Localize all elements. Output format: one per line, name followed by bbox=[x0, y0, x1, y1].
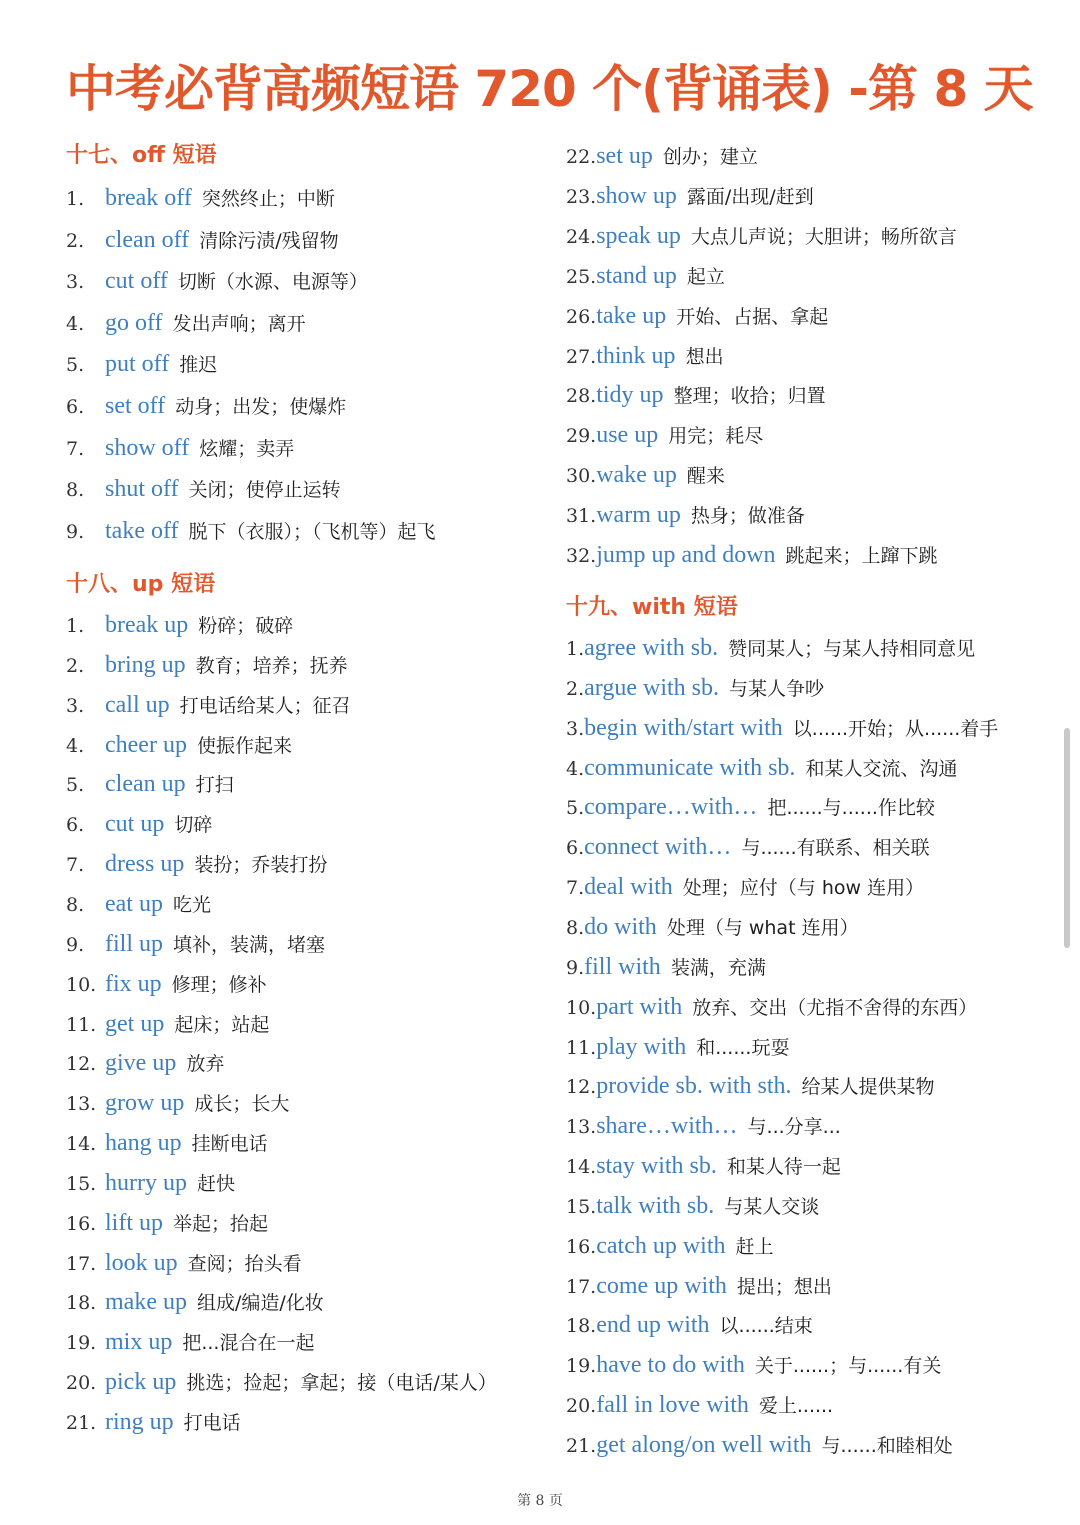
entry-number: 6. bbox=[66, 396, 85, 418]
chinese-meaning: 教育；培养；抚养 bbox=[195, 654, 348, 677]
english-phrase: take up bbox=[596, 302, 667, 329]
chinese-meaning: 清除污渍/残留物 bbox=[199, 229, 339, 252]
chinese-meaning: 创办；建立 bbox=[662, 146, 758, 168]
chinese-meaning: 成长；长大 bbox=[194, 1093, 290, 1116]
entry-number: 4. bbox=[566, 757, 585, 780]
section-heading-off: 十七、off 短语 bbox=[66, 143, 217, 168]
chinese-meaning: 把......与......作比较 bbox=[767, 797, 935, 820]
english-phrase: break off bbox=[105, 185, 192, 211]
chinese-meaning: 赞同某人；与某人持相同意见 bbox=[728, 638, 976, 660]
phrase-entry bbox=[66, 390, 346, 422]
phrase-entry bbox=[566, 340, 724, 372]
entry-number: 9. bbox=[566, 956, 585, 979]
chinese-meaning: 动身；出发；使爆炸 bbox=[175, 396, 347, 418]
entry-number: 20. bbox=[566, 1395, 597, 1418]
entry-number: 6. bbox=[566, 837, 585, 860]
chinese-meaning: 起立 bbox=[686, 265, 725, 288]
chinese-meaning: 大点儿声说；大胆讲；畅所欲言 bbox=[690, 225, 957, 248]
chinese-meaning: 关闭；使停止运转 bbox=[188, 479, 341, 502]
english-phrase: hurry up bbox=[105, 1169, 187, 1196]
section-heading-with: 十九、with 短语 bbox=[566, 595, 738, 620]
phrase-entry bbox=[566, 140, 758, 172]
chinese-meaning: 举起；抬起 bbox=[173, 1212, 269, 1235]
phrase-entry bbox=[566, 539, 938, 571]
english-phrase: begin with/start with bbox=[584, 714, 783, 741]
entry-number: 32. bbox=[566, 545, 597, 567]
chinese-meaning: 粉碎；破碎 bbox=[198, 615, 294, 637]
entry-number: 15. bbox=[566, 1195, 597, 1218]
page-title: 中考必背高频短语 720 个(背诵表) -第 8 天 bbox=[66, 60, 1033, 118]
english-phrase: ring up bbox=[105, 1409, 174, 1435]
english-phrase: break up bbox=[105, 612, 189, 638]
english-phrase: jump up and down bbox=[596, 542, 776, 568]
chinese-meaning: 热身；做准备 bbox=[690, 505, 805, 528]
entry-number: 12. bbox=[66, 1053, 97, 1076]
phrase-entry bbox=[566, 672, 824, 704]
english-phrase: dress up bbox=[105, 851, 185, 878]
phrase-entry bbox=[66, 473, 341, 505]
english-phrase: cut off bbox=[105, 268, 168, 295]
english-phrase: agree with sb. bbox=[584, 635, 719, 661]
phrase-entry bbox=[66, 307, 306, 339]
english-phrase: bring up bbox=[105, 651, 186, 678]
english-phrase: end up with bbox=[596, 1312, 710, 1339]
entry-number: 14. bbox=[566, 1156, 597, 1179]
phrase-entry bbox=[66, 515, 436, 547]
english-phrase: grow up bbox=[105, 1090, 185, 1117]
english-phrase: argue with sb. bbox=[584, 674, 720, 701]
english-phrase: call up bbox=[105, 691, 170, 718]
english-phrase: lift up bbox=[105, 1209, 163, 1236]
english-phrase: share…with… bbox=[596, 1113, 738, 1140]
phrase-entry bbox=[66, 1047, 224, 1079]
chinese-meaning: 与某人争吵 bbox=[729, 677, 825, 700]
english-phrase: go off bbox=[105, 309, 163, 336]
phrase-entry bbox=[566, 712, 998, 744]
entry-number: 30. bbox=[566, 465, 597, 488]
phrase-entry bbox=[566, 951, 766, 983]
english-phrase: wake up bbox=[596, 462, 677, 489]
chinese-meaning: 赶快 bbox=[196, 1172, 235, 1195]
chinese-meaning: 露面/出现/赶到 bbox=[686, 185, 814, 208]
phrase-entry bbox=[66, 1406, 241, 1438]
english-phrase: do with bbox=[584, 913, 657, 940]
chinese-meaning: 打电话给某人；征召 bbox=[179, 694, 351, 717]
chinese-meaning: 跳起来；上蹿下跳 bbox=[785, 545, 938, 567]
phrase-entry bbox=[66, 432, 294, 464]
chinese-meaning: 处理；应付（与 how 连用） bbox=[682, 877, 925, 900]
phrase-entry bbox=[66, 649, 348, 681]
phrase-entry bbox=[566, 459, 725, 491]
english-phrase: take off bbox=[105, 517, 179, 544]
phrase-entry bbox=[66, 1326, 314, 1358]
entry-number: 16. bbox=[566, 1235, 597, 1258]
entry-number: 7. bbox=[66, 854, 85, 877]
entry-number: 13. bbox=[566, 1116, 597, 1139]
chinese-meaning: 打电话 bbox=[183, 1412, 241, 1434]
entry-number: 23. bbox=[566, 185, 597, 208]
english-phrase: communicate with sb. bbox=[584, 754, 796, 781]
phrase-entry bbox=[566, 871, 924, 903]
chinese-meaning: 查阅；抬头看 bbox=[187, 1252, 302, 1275]
english-phrase: fix up bbox=[105, 970, 162, 997]
entry-number: 2. bbox=[566, 677, 585, 700]
phrase-entry bbox=[566, 1309, 813, 1341]
phrase-entry bbox=[66, 888, 211, 920]
chinese-meaning: 整理；收拾；归置 bbox=[673, 385, 826, 408]
phrase-entry bbox=[66, 848, 327, 880]
chinese-meaning: 与...分享... bbox=[747, 1116, 841, 1139]
phrase-entry bbox=[566, 752, 957, 784]
phrase-entry bbox=[66, 808, 212, 840]
chinese-meaning: 关于......；与......有关 bbox=[754, 1355, 942, 1378]
entry-number: 26. bbox=[566, 305, 597, 328]
chinese-meaning: 赶上 bbox=[735, 1235, 774, 1258]
entry-number: 20. bbox=[66, 1372, 97, 1395]
phrase-entry bbox=[566, 1389, 833, 1421]
phrase-entry bbox=[566, 180, 814, 212]
entry-number: 9. bbox=[66, 520, 85, 543]
page-number: 第 8 页 bbox=[517, 1493, 563, 1509]
entry-number: 29. bbox=[566, 425, 597, 448]
entry-number: 11. bbox=[66, 1013, 97, 1036]
entry-number: 12. bbox=[566, 1076, 597, 1099]
chinese-meaning: 突然终止；中断 bbox=[201, 188, 335, 210]
phrase-entry bbox=[66, 1247, 302, 1279]
entry-number: 4. bbox=[66, 734, 85, 757]
english-phrase: clean off bbox=[105, 226, 190, 253]
phrase-entry bbox=[566, 1429, 953, 1461]
phrase-entry bbox=[566, 220, 957, 252]
english-phrase: have to do with bbox=[596, 1352, 745, 1379]
chinese-meaning: 装扮；乔装打扮 bbox=[194, 854, 328, 877]
phrase-entry bbox=[566, 632, 975, 664]
chinese-meaning: 以......结束 bbox=[719, 1315, 813, 1338]
entry-number: 14. bbox=[66, 1133, 97, 1156]
english-phrase: set up bbox=[596, 143, 653, 169]
entry-number: 5. bbox=[66, 774, 85, 797]
chinese-meaning: 使振作起来 bbox=[196, 734, 292, 757]
english-phrase: cut up bbox=[105, 811, 165, 838]
english-phrase: deal with bbox=[584, 874, 673, 901]
chinese-meaning: 放弃 bbox=[186, 1053, 225, 1076]
entry-number: 18. bbox=[66, 1292, 97, 1315]
entry-number: 18. bbox=[566, 1315, 597, 1338]
scrollbar[interactable] bbox=[1064, 728, 1070, 948]
english-phrase: fill with bbox=[584, 953, 661, 980]
english-phrase: look up bbox=[105, 1249, 178, 1276]
english-phrase: come up with bbox=[596, 1272, 727, 1299]
phrase-entry bbox=[566, 1230, 774, 1262]
entry-number: 8. bbox=[566, 916, 585, 939]
english-phrase: shut off bbox=[105, 476, 179, 503]
entry-number: 8. bbox=[66, 893, 85, 916]
entry-number: 8. bbox=[66, 479, 85, 502]
chinese-meaning: 挂断电话 bbox=[191, 1133, 268, 1156]
english-phrase: talk with sb. bbox=[596, 1192, 715, 1219]
entry-number: 21. bbox=[566, 1435, 597, 1457]
phrase-entry bbox=[566, 419, 763, 451]
phrase-entry bbox=[566, 260, 725, 292]
entry-number: 11. bbox=[566, 1036, 597, 1059]
entry-number: 28. bbox=[566, 385, 597, 408]
phrase-entry bbox=[66, 265, 368, 297]
phrase-entry bbox=[566, 1150, 841, 1182]
entry-number: 17. bbox=[66, 1252, 97, 1275]
phrase-entry bbox=[66, 1286, 324, 1318]
chinese-meaning: 组成/编造/化妆 bbox=[196, 1292, 324, 1315]
english-phrase: set off bbox=[105, 393, 166, 419]
chinese-meaning: 切碎 bbox=[174, 814, 213, 837]
phrase-entry bbox=[566, 1110, 841, 1142]
chinese-meaning: 与......和睦相处 bbox=[821, 1435, 953, 1457]
phrase-entry bbox=[66, 968, 267, 1000]
phrase-entry bbox=[566, 791, 935, 823]
chinese-meaning: 脱下（衣服）；（飞机等）起飞 bbox=[188, 520, 436, 543]
chinese-meaning: 处理（与 what 连用） bbox=[666, 916, 859, 939]
phrase-entry bbox=[66, 1207, 268, 1239]
entry-number: 1. bbox=[66, 615, 85, 637]
phrase-entry bbox=[66, 1366, 497, 1398]
entry-number: 19. bbox=[66, 1332, 97, 1355]
entry-number: 3. bbox=[66, 694, 85, 717]
phrase-entry bbox=[66, 768, 234, 800]
chinese-meaning: 爱上...... bbox=[758, 1395, 834, 1418]
english-phrase: fall in love with bbox=[596, 1392, 749, 1419]
english-phrase: mix up bbox=[105, 1329, 173, 1356]
chinese-meaning: 把...混合在一起 bbox=[182, 1332, 315, 1355]
chinese-meaning: 提出；想出 bbox=[736, 1275, 832, 1298]
chinese-meaning: 挑选；捡起；拿起；接（电话/某人） bbox=[186, 1372, 497, 1395]
entry-number: 5. bbox=[66, 354, 85, 377]
entry-number: 24. bbox=[566, 225, 597, 248]
phrase-entry bbox=[66, 1167, 235, 1199]
english-phrase: stay with sb. bbox=[596, 1153, 717, 1180]
chinese-meaning: 与某人交谈 bbox=[724, 1195, 820, 1218]
chinese-meaning: 填补，装满，堵塞 bbox=[173, 933, 326, 956]
entry-number: 19. bbox=[566, 1355, 597, 1378]
english-phrase: put off bbox=[105, 351, 170, 378]
entry-number: 9. bbox=[66, 933, 85, 956]
entry-number: 22. bbox=[566, 146, 597, 168]
english-phrase: speak up bbox=[596, 222, 681, 249]
phrase-entry bbox=[66, 928, 325, 960]
english-phrase: show off bbox=[105, 434, 190, 461]
entry-number: 27. bbox=[566, 345, 597, 368]
english-phrase: connect with… bbox=[584, 834, 732, 861]
english-phrase: make up bbox=[105, 1289, 187, 1316]
entry-number: 3. bbox=[66, 271, 85, 294]
phrase-entry bbox=[566, 499, 805, 531]
chinese-meaning: 修理；修补 bbox=[171, 973, 267, 996]
chinese-meaning: 装满，充满 bbox=[670, 956, 766, 979]
entry-number: 17. bbox=[566, 1275, 597, 1298]
chinese-meaning: 推迟 bbox=[179, 354, 218, 377]
english-phrase: fill up bbox=[105, 930, 163, 957]
entry-number: 7. bbox=[566, 877, 585, 900]
english-phrase: tidy up bbox=[596, 382, 664, 409]
english-phrase: give up bbox=[105, 1050, 177, 1077]
chinese-meaning: 和某人交流、沟通 bbox=[805, 757, 958, 780]
chinese-meaning: 和某人待一起 bbox=[726, 1156, 841, 1179]
english-phrase: warm up bbox=[596, 502, 681, 529]
phrase-entry bbox=[566, 831, 930, 863]
entry-number: 13. bbox=[66, 1093, 97, 1116]
english-phrase: pick up bbox=[105, 1369, 177, 1396]
english-phrase: stand up bbox=[596, 262, 677, 289]
phrase-entry bbox=[566, 300, 828, 332]
english-phrase: get up bbox=[105, 1010, 165, 1037]
chinese-meaning: 与......有联系、相关联 bbox=[741, 837, 930, 860]
chinese-meaning: 用完；耗尽 bbox=[668, 425, 764, 448]
phrase-entry bbox=[66, 689, 351, 721]
english-phrase: part with bbox=[596, 993, 683, 1020]
entry-number: 3. bbox=[566, 717, 585, 740]
entry-number: 10. bbox=[66, 973, 97, 996]
english-phrase: hang up bbox=[105, 1130, 182, 1157]
phrase-entry bbox=[566, 379, 826, 411]
english-phrase: use up bbox=[596, 422, 659, 449]
entry-number: 5. bbox=[566, 797, 585, 820]
phrase-entry bbox=[66, 729, 292, 761]
chinese-meaning: 醒来 bbox=[686, 465, 725, 488]
chinese-meaning: 放弃、交出（尤指不舍得的东西） bbox=[692, 996, 978, 1019]
entry-number: 16. bbox=[66, 1212, 97, 1235]
entry-number: 1. bbox=[566, 638, 585, 660]
english-phrase: play with bbox=[596, 1033, 687, 1060]
phrase-entry bbox=[66, 1008, 269, 1040]
entry-number: 31. bbox=[566, 505, 597, 528]
chinese-meaning: 以......开始；从......着手 bbox=[792, 717, 999, 740]
english-phrase: eat up bbox=[105, 890, 163, 917]
english-phrase: provide sb. with sth. bbox=[596, 1073, 792, 1100]
phrase-entry bbox=[566, 1070, 935, 1102]
english-phrase: get along/on well with bbox=[596, 1432, 812, 1458]
entry-number: 6. bbox=[66, 814, 85, 837]
chinese-meaning: 切断（水源、电源等） bbox=[177, 271, 368, 294]
phrase-entry bbox=[66, 348, 217, 380]
section-heading-up: 十八、up 短语 bbox=[66, 572, 216, 597]
entry-number: 21. bbox=[66, 1412, 97, 1434]
chinese-meaning: 和......玩耍 bbox=[696, 1036, 790, 1059]
chinese-meaning: 打扫 bbox=[195, 774, 234, 797]
phrase-entry bbox=[566, 1270, 832, 1302]
chinese-meaning: 想出 bbox=[685, 345, 724, 368]
entry-number: 10. bbox=[566, 996, 597, 1019]
phrase-entry bbox=[566, 1031, 789, 1063]
entry-number: 2. bbox=[66, 654, 85, 677]
entry-number: 4. bbox=[66, 312, 85, 335]
phrase-entry bbox=[566, 1349, 941, 1381]
english-phrase: think up bbox=[596, 342, 676, 369]
phrase-entry bbox=[66, 182, 335, 214]
english-phrase: catch up with bbox=[596, 1232, 726, 1259]
entry-number: 15. bbox=[66, 1172, 97, 1195]
phrase-entry bbox=[566, 911, 859, 943]
english-phrase: show up bbox=[596, 182, 677, 209]
entry-number: 25. bbox=[566, 265, 597, 288]
phrase-entry bbox=[66, 1087, 289, 1119]
chinese-meaning: 开始、占据、拿起 bbox=[676, 305, 829, 328]
phrase-entry bbox=[66, 609, 293, 641]
entry-number: 2. bbox=[66, 229, 85, 252]
entry-number: 7. bbox=[66, 437, 85, 460]
phrase-entry bbox=[566, 991, 977, 1023]
chinese-meaning: 起床；站起 bbox=[174, 1013, 270, 1036]
phrase-entry bbox=[566, 1190, 819, 1222]
chinese-meaning: 给某人提供某物 bbox=[801, 1076, 935, 1099]
english-phrase: compare…with… bbox=[584, 794, 758, 821]
phrase-entry bbox=[66, 1127, 268, 1159]
english-phrase: cheer up bbox=[105, 731, 187, 758]
english-phrase: clean up bbox=[105, 771, 186, 798]
chinese-meaning: 炫耀；卖弄 bbox=[199, 437, 295, 460]
chinese-meaning: 吃光 bbox=[172, 893, 211, 916]
phrase-entry bbox=[66, 224, 339, 256]
chinese-meaning: 发出声响；离开 bbox=[172, 312, 306, 335]
entry-number: 1. bbox=[66, 188, 85, 210]
